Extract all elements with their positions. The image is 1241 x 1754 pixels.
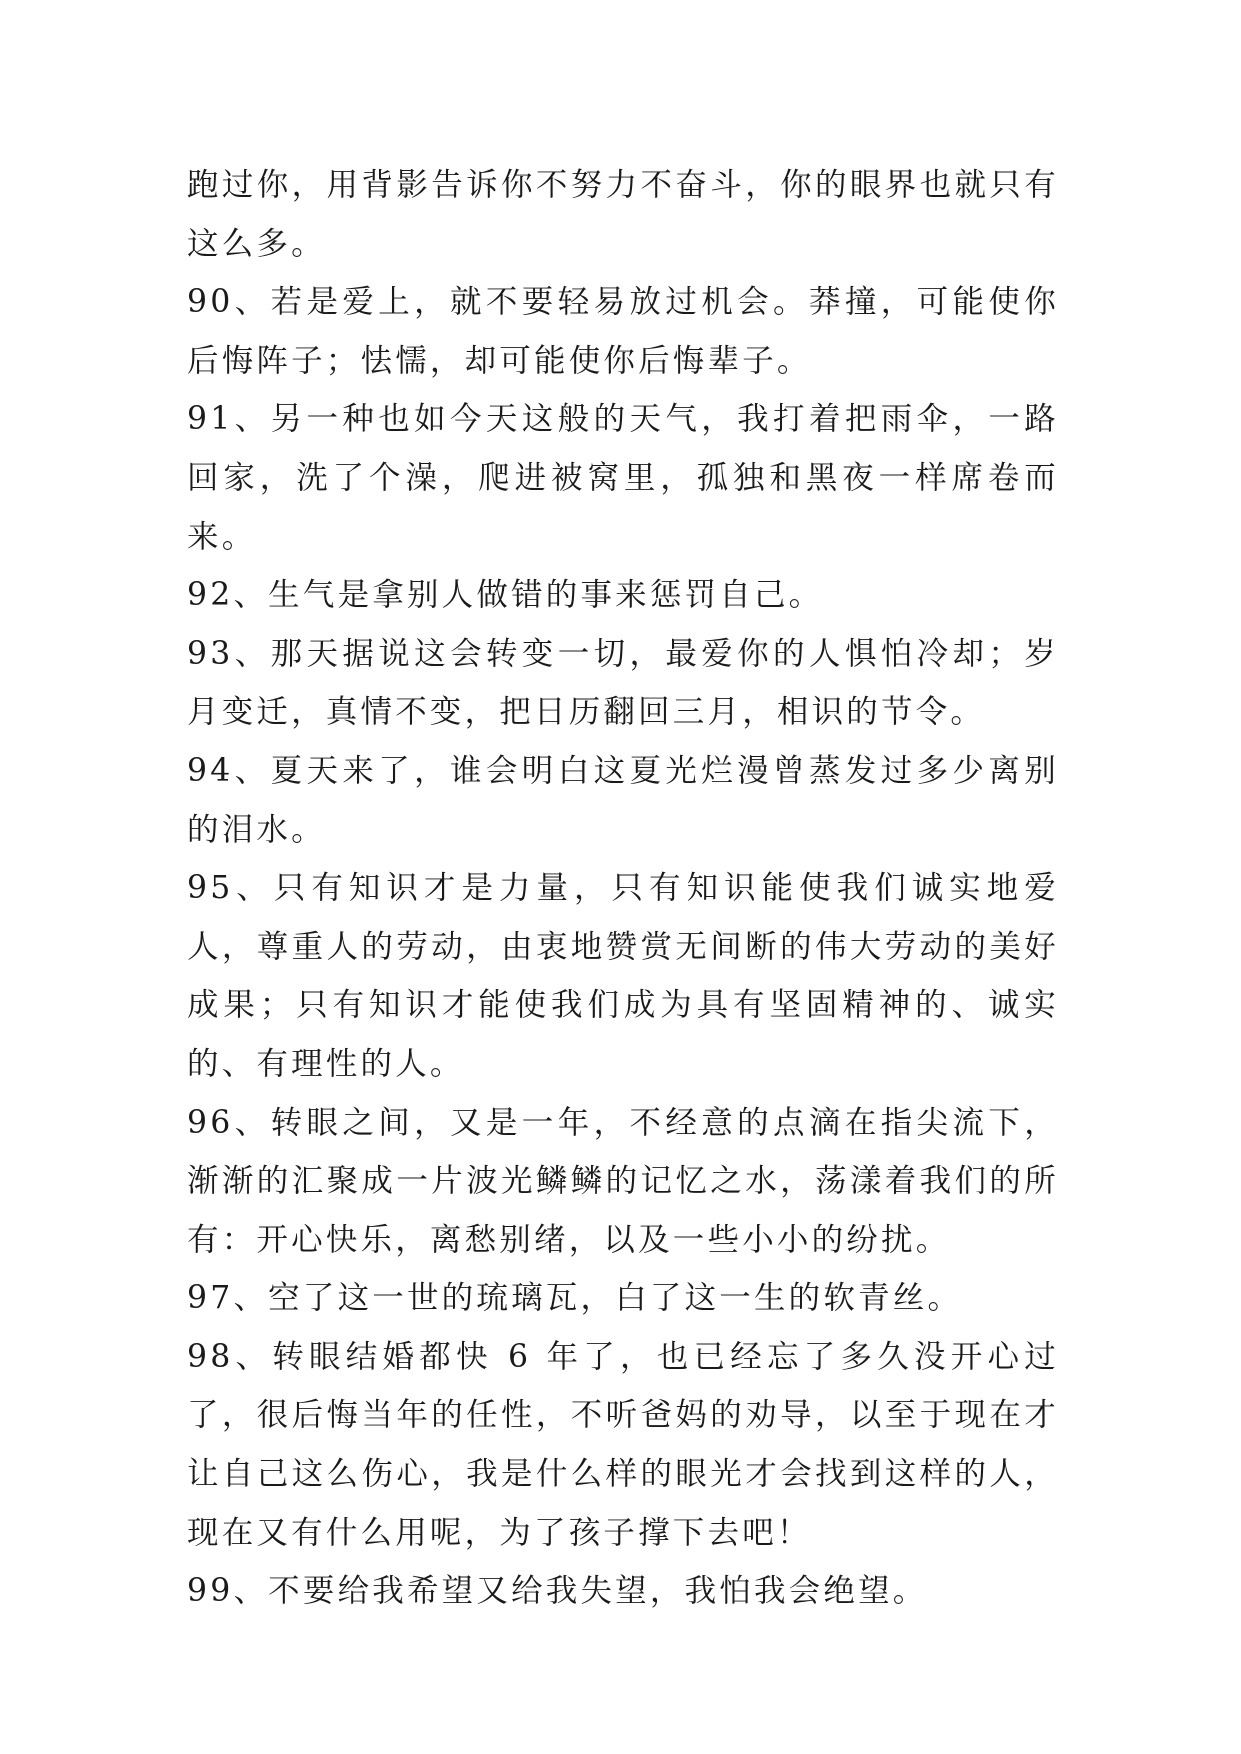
paragraph-continuation: 跑过你，用背影告诉你不努力不奋斗，你的眼界也就只有这么多。 — [187, 167, 1059, 262]
paragraph-91: 91、另一种也如今天这般的天气，我打着把雨伞，一路回家，洗了个澡，爬进被窝里，孤独和黑夜一样席卷而来。 — [187, 401, 1059, 555]
paragraph-90: 90、若是爱上，就不要轻易放过机会。莽撞，可能使你后悔阵子；怯懦，却可能使你后悔辈子。 — [187, 284, 1059, 379]
paragraph-98: 98、转眼结婚都快 6 年了，也已经忘了多久没开心过了，很后悔当年的任性，不听爸妈的劝导，以至于现在才让自己这么伤心，我是什么样的眼光才会找到这样的人，现在又有什么用呢，为了孩子撑下去吧！ — [187, 1338, 1059, 1551]
paragraph-99: 99、不要给我希望又给我失望，我怕我会绝望。 — [187, 1573, 928, 1610]
document-body — [187, 156, 1059, 1621]
paragraph-95: 95、只有知识才是力量，只有知识能使我们诚实地爱人，尊重人的劳动，由衷地赞赏无间断的伟大劳动的美好成果；只有知识才能使我们成为具有坚固精神的、诚实的、有理性的人。 — [187, 870, 1059, 1082]
paragraph-93: 93、那天据说这会转变一切，最爱你的人惧怕冷却；岁月变迁，真情不变，把日历翻回三月，相识的节令。 — [187, 635, 1059, 731]
paragraph-94: 94、夏天来了，谁会明白这夏光烂漫曾蒸发过多少离别的泪水。 — [187, 752, 1059, 848]
paragraph-92: 92、生气是拿别人做错的事来惩罚自己。 — [187, 577, 824, 614]
paragraph-97: 97、空了这一世的琉璃瓦，白了这一生的软青丝。 — [187, 1280, 963, 1317]
paragraph-96: 96、转眼之间，又是一年，不经意的点滴在指尖流下，渐渐的汇聚成一片波光鳞鳞的记忆之水，荡漾着我们的所有：开心快乐，离愁别绪，以及一些小小的纷扰。 — [187, 1104, 1059, 1258]
